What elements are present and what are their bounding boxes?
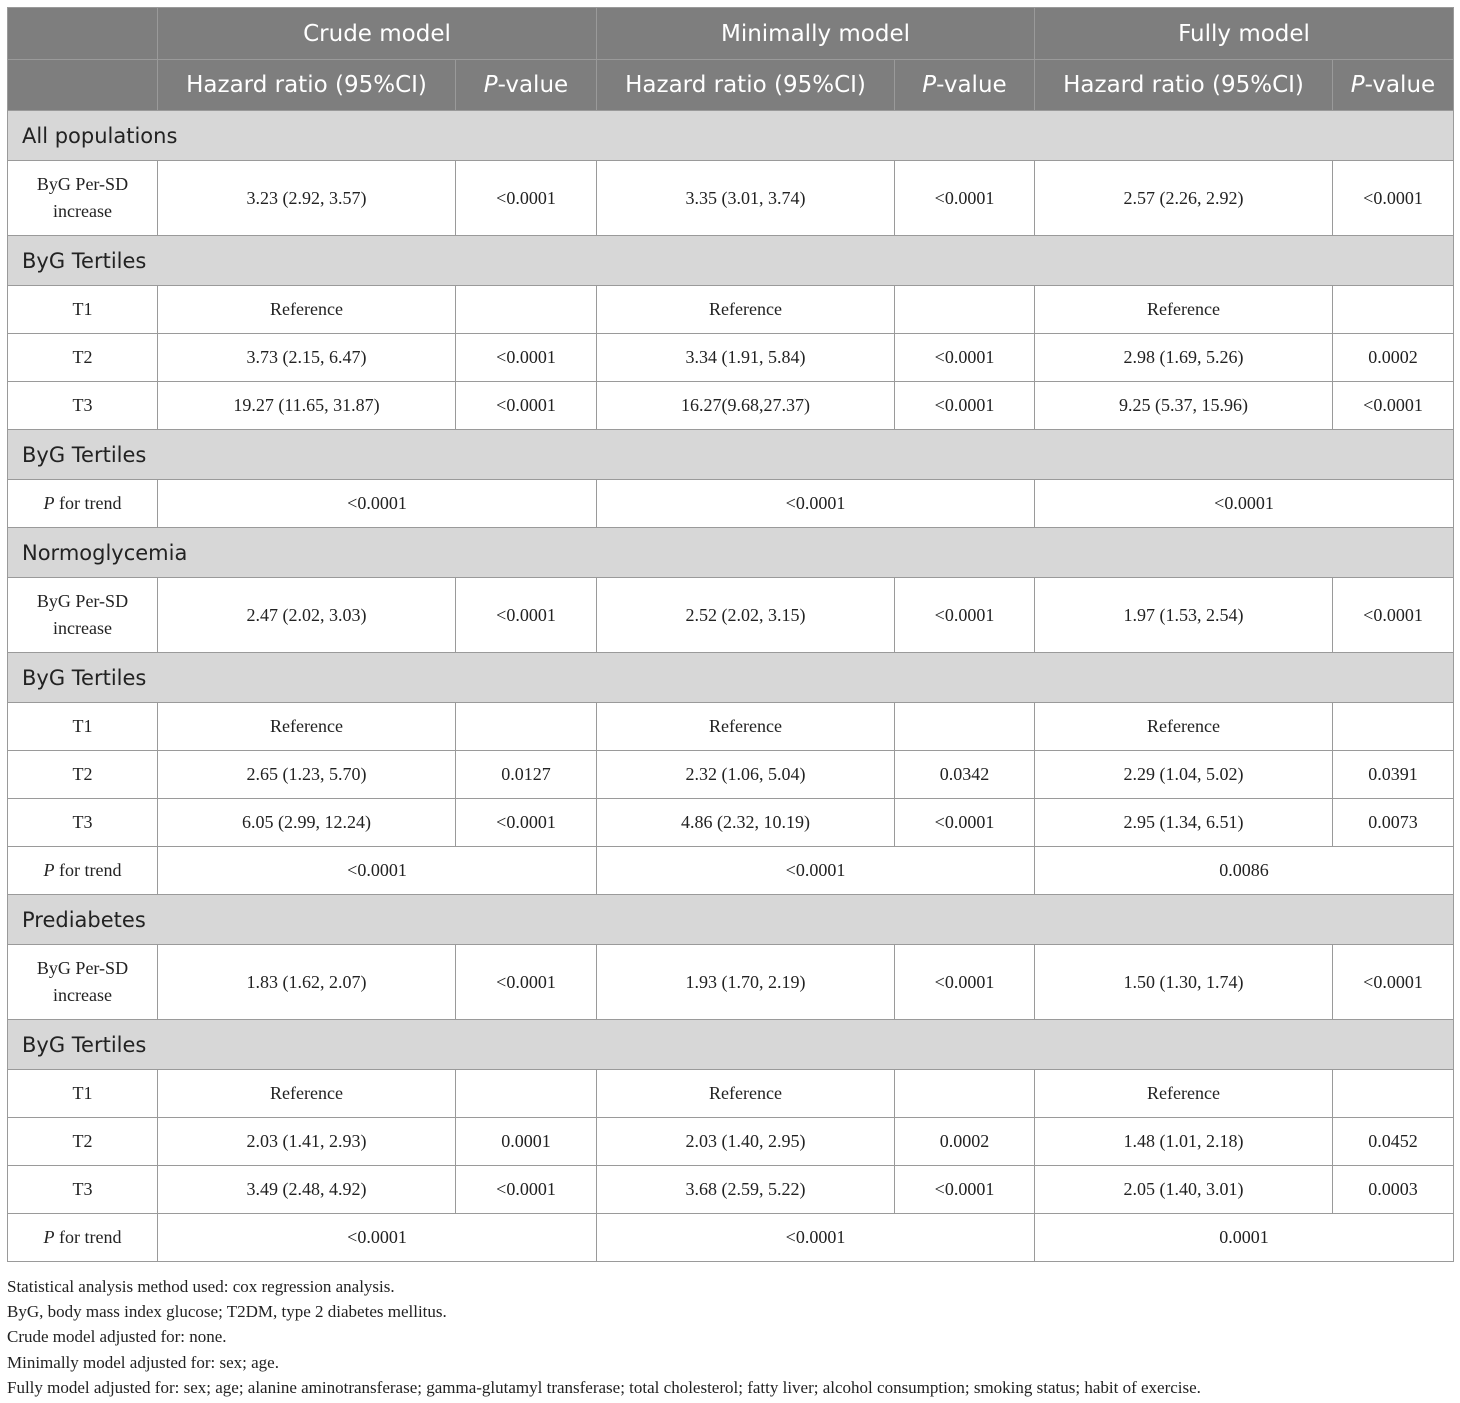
trend-value-cell: <0.0001 [158, 847, 597, 895]
trend-label: P for trend [8, 1214, 158, 1262]
row-label: T3 [8, 799, 158, 847]
row-label: T2 [8, 1118, 158, 1166]
hr-cell: Reference [597, 286, 895, 334]
p-value-cell: <0.0001 [895, 799, 1035, 847]
section-title: All populations [8, 111, 1454, 161]
hr-cell: 2.03 (1.40, 2.95) [597, 1118, 895, 1166]
hr-cell: 3.68 (2.59, 5.22) [597, 1166, 895, 1214]
hr-cell: 9.25 (5.37, 15.96) [1035, 382, 1333, 430]
hr-cell: 6.05 (2.99, 12.24) [158, 799, 456, 847]
table-row [8, 382, 1454, 430]
header-crude-model: Crude model [158, 8, 597, 60]
hr-cell: 2.32 (1.06, 5.04) [597, 751, 895, 799]
p-value-cell: 0.0002 [895, 1118, 1035, 1166]
header-p-fully: P-value [1333, 60, 1454, 111]
p-value-cell: <0.0001 [1333, 578, 1454, 653]
p-value-cell: <0.0001 [895, 578, 1035, 653]
section-row [8, 528, 1454, 578]
table-row [8, 1118, 1454, 1166]
footnote: Crude model adjusted for: none. [7, 1327, 227, 1347]
header-corner-2 [8, 60, 158, 111]
hr-cell: 3.23 (2.92, 3.57) [158, 161, 456, 236]
p-value-cell: 0.0342 [895, 751, 1035, 799]
hr-cell: Reference [158, 286, 456, 334]
hr-cell: Reference [597, 1070, 895, 1118]
trend-value-cell: 0.0086 [1035, 847, 1454, 895]
section-row [8, 111, 1454, 161]
hr-cell: 2.03 (1.41, 2.93) [158, 1118, 456, 1166]
row-label: T1 [8, 703, 158, 751]
trend-value-cell: <0.0001 [158, 1214, 597, 1262]
row-label: ByG Per-SD increase [8, 161, 158, 236]
hr-cell: 3.49 (2.48, 4.92) [158, 1166, 456, 1214]
hr-cell: 2.95 (1.34, 6.51) [1035, 799, 1333, 847]
p-value-cell: <0.0001 [456, 334, 597, 382]
hr-cell: 3.34 (1.91, 5.84) [597, 334, 895, 382]
row-label: T1 [8, 1070, 158, 1118]
row-label: T2 [8, 334, 158, 382]
section-title: ByG Tertiles [8, 430, 1454, 480]
p-value-cell: <0.0001 [1333, 945, 1454, 1020]
footnote: Fully model adjusted for: sex; age; alanine aminotransferase; gamma-glutamyl transferase; total cholesterol; fatty liver; alcohol consumption; smoking status; habit of exercise. [7, 1377, 1201, 1397]
p-value-cell [456, 703, 597, 751]
p-value-cell [1333, 1070, 1454, 1118]
section-title: ByG Tertiles [8, 236, 1454, 286]
header-corner [8, 8, 158, 60]
p-value-cell: 0.0073 [1333, 799, 1454, 847]
p-value-cell [1333, 286, 1454, 334]
hr-cell: 1.97 (1.53, 2.54) [1035, 578, 1333, 653]
row-label: ByG Per-SD increase [8, 945, 158, 1020]
p-value-cell: <0.0001 [895, 1166, 1035, 1214]
p-value-cell: <0.0001 [456, 161, 597, 236]
table-row [8, 334, 1454, 382]
row-label: T1 [8, 286, 158, 334]
p-value-cell: <0.0001 [456, 1166, 597, 1214]
p-value-cell: <0.0001 [456, 578, 597, 653]
table-row [8, 703, 1454, 751]
section-row [8, 430, 1454, 480]
hr-cell: 3.73 (2.15, 6.47) [158, 334, 456, 382]
hr-cell: 1.48 (1.01, 2.18) [1035, 1118, 1333, 1166]
row-label: T3 [8, 1166, 158, 1214]
header-hr-minimally: Hazard ratio (95%CI) [597, 60, 895, 111]
p-value-cell: <0.0001 [895, 161, 1035, 236]
p-value-cell: 0.0391 [1333, 751, 1454, 799]
footnote: Minimally model adjusted for: sex; age. [7, 1352, 279, 1372]
p-value-cell [456, 286, 597, 334]
footnote: ByG, body mass index glucose; T2DM, type 2 diabetes mellitus. [7, 1302, 447, 1322]
section-title: ByG Tertiles [8, 1020, 1454, 1070]
table-row [8, 945, 1454, 1020]
header-hr-fully: Hazard ratio (95%CI) [1035, 60, 1333, 111]
section-row [8, 236, 1454, 286]
trend-label: P for trend [8, 480, 158, 528]
section-title: ByG Tertiles [8, 653, 1454, 703]
trend-row [8, 480, 1454, 528]
section-title: Prediabetes [8, 895, 1454, 945]
table-row [8, 286, 1454, 334]
hr-cell: 1.83 (1.62, 2.07) [158, 945, 456, 1020]
row-label: T2 [8, 751, 158, 799]
header-hr-crude: Hazard ratio (95%CI) [158, 60, 456, 111]
header-p-crude: P-value [456, 60, 597, 111]
section-row [8, 895, 1454, 945]
section-row [8, 1020, 1454, 1070]
hr-cell: Reference [158, 703, 456, 751]
table-row [8, 751, 1454, 799]
p-value-cell: <0.0001 [456, 945, 597, 1020]
p-value-cell: 0.0127 [456, 751, 597, 799]
p-value-cell: <0.0001 [456, 382, 597, 430]
table-body [8, 111, 1454, 1262]
trend-label: P for trend [8, 847, 158, 895]
hr-cell: 4.86 (2.32, 10.19) [597, 799, 895, 847]
hr-cell: 1.93 (1.70, 2.19) [597, 945, 895, 1020]
row-label: ByG Per-SD increase [8, 578, 158, 653]
p-value-cell [1333, 703, 1454, 751]
hr-cell: 2.52 (2.02, 3.15) [597, 578, 895, 653]
table-row [8, 799, 1454, 847]
hr-cell: Reference [597, 703, 895, 751]
footnote: Statistical analysis method used: cox regression analysis. [7, 1277, 395, 1296]
results-table [7, 7, 1454, 1262]
hr-cell: 2.29 (1.04, 5.02) [1035, 751, 1333, 799]
row-label: T3 [8, 382, 158, 430]
p-value-cell: <0.0001 [456, 799, 597, 847]
hr-cell: 2.65 (1.23, 5.70) [158, 751, 456, 799]
trend-value-cell: 0.0001 [1035, 1214, 1454, 1262]
hr-cell: Reference [158, 1070, 456, 1118]
hr-cell: 1.50 (1.30, 1.74) [1035, 945, 1333, 1020]
trend-row [8, 847, 1454, 895]
p-value-cell: <0.0001 [895, 382, 1035, 430]
table-row [8, 578, 1454, 653]
table-row [8, 1166, 1454, 1214]
hr-cell: 2.57 (2.26, 2.92) [1035, 161, 1333, 236]
header-minimally-model: Minimally model [597, 8, 1035, 60]
p-value-cell: <0.0001 [895, 334, 1035, 382]
trend-value-cell: <0.0001 [1035, 480, 1454, 528]
p-value-cell: 0.0003 [1333, 1166, 1454, 1214]
p-value-cell [895, 703, 1035, 751]
p-value-cell: 0.0001 [456, 1118, 597, 1166]
p-value-cell [895, 1070, 1035, 1118]
trend-row [8, 1214, 1454, 1262]
hr-cell: Reference [1035, 1070, 1333, 1118]
p-value-cell: 0.0002 [1333, 334, 1454, 382]
p-value-cell: <0.0001 [895, 945, 1035, 1020]
p-value-cell: <0.0001 [1333, 382, 1454, 430]
table-row [8, 1070, 1454, 1118]
hr-cell: Reference [1035, 703, 1333, 751]
section-row [8, 653, 1454, 703]
hr-cell: 19.27 (11.65, 31.87) [158, 382, 456, 430]
hr-cell: 3.35 (3.01, 3.74) [597, 161, 895, 236]
hr-cell: Reference [1035, 286, 1333, 334]
p-value-cell: 0.0452 [1333, 1118, 1454, 1166]
p-value-cell [456, 1070, 597, 1118]
hr-cell: 2.98 (1.69, 5.26) [1035, 334, 1333, 382]
trend-value-cell: <0.0001 [597, 1214, 1035, 1262]
trend-value-cell: <0.0001 [158, 480, 597, 528]
p-value-cell: <0.0001 [1333, 161, 1454, 236]
header-p-minimally: P-value [895, 60, 1035, 111]
section-title: Normoglycemia [8, 528, 1454, 578]
trend-value-cell: <0.0001 [597, 480, 1035, 528]
table-row [8, 161, 1454, 236]
p-value-cell [895, 286, 1035, 334]
header-fully-model: Fully model [1035, 8, 1454, 60]
hr-cell: 2.47 (2.02, 3.03) [158, 578, 456, 653]
footnotes [7, 1274, 1201, 1400]
trend-value-cell: <0.0001 [597, 847, 1035, 895]
hr-cell: 2.05 (1.40, 3.01) [1035, 1166, 1333, 1214]
hr-cell: 16.27(9.68,27.37) [597, 382, 895, 430]
